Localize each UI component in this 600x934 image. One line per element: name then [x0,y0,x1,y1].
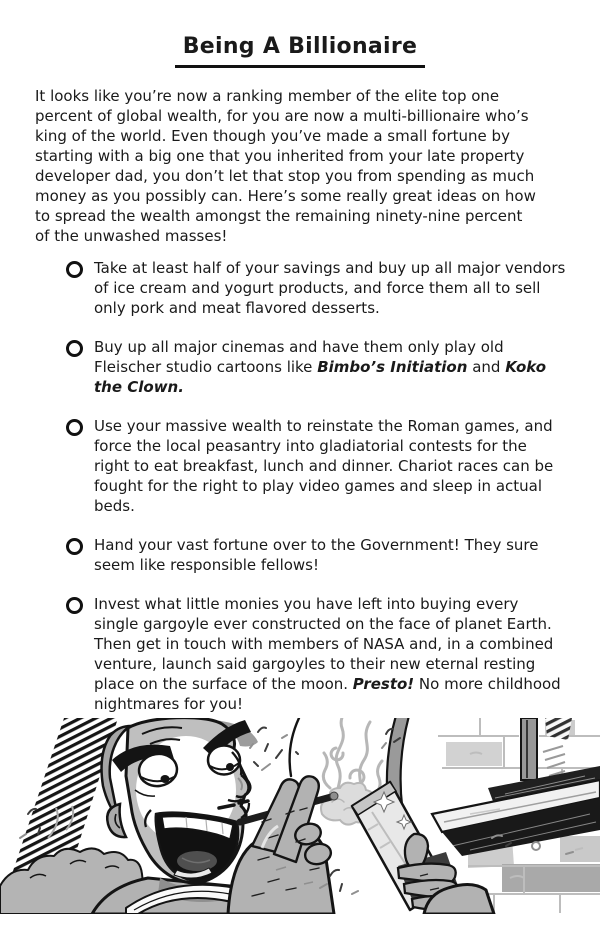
list-item-text [94,594,566,714]
bullet-circle-icon [66,261,83,278]
list-item-text [94,535,566,575]
plain-text: Hand your vast fortune over to the Government! They sure seem like responsible fellows! [94,536,539,574]
plain-text: Take at least half of your savings and buy up all major vendors of ice cream and yogurt products, and force them all to sell only pork and meat flavored desserts. [94,259,566,317]
bullet-circle-icon [66,419,83,436]
list-item [66,416,600,516]
list-item [66,337,600,397]
emphasized-text: Koko the Clown. [94,358,547,396]
emphasized-text: Bimbo’s Initiation [317,358,468,376]
bullet-circle-icon [66,538,83,555]
list-item-text [94,258,566,318]
emphasized-text: Presto! [352,675,415,693]
idea-list [66,258,600,714]
plain-text: and [467,358,506,376]
list-item [66,535,600,575]
plain-text: Use your massive wealth to reinstate the Roman games, and force the local peasantry into gladiatorial contests for the right to eat breakfast, lunch and dinner. Chariot races can be fought for the right to play video games and sleep in actual beds. [94,417,554,515]
mantel-post [521,718,572,780]
list-item [66,258,600,318]
list-item-text [94,416,566,516]
intro-paragraph: It looks like you’re now a ranking member of the elite top one percent of global wealth, for you are now a multi-billionaire who’s king of the world. Even though you’ve made a small fortune by starting with a big one that you inherited from your late property developer dad, you don’t let that stop you from spending as much money as you possibly can. Here’s some really great ideas on how to spread the wealth amongst the remaining ninety-nine percent of the unwashed masses! [35,87,536,245]
list-item-text [94,337,566,397]
plain-text: No more childhood nightmares for you! [94,675,561,713]
bullet-circle-icon [66,340,83,357]
cartoon-illustration [0,718,600,914]
bullet-circle-icon [66,597,83,614]
plain-text: Invest what little monies you have left into buying every single gargoyle ever constructed on the face of planet Earth. Then get in touch with members of NASA and, in a combined venture, launch said gargoyles to their new eternal resting place on the surface of the moon. [94,595,554,693]
plain-text: Buy up all major cinemas and have them only play old Fleischer studio cartoons like [94,338,504,376]
list-item [66,594,600,714]
page-title: Being A Billionaire [175,34,426,68]
